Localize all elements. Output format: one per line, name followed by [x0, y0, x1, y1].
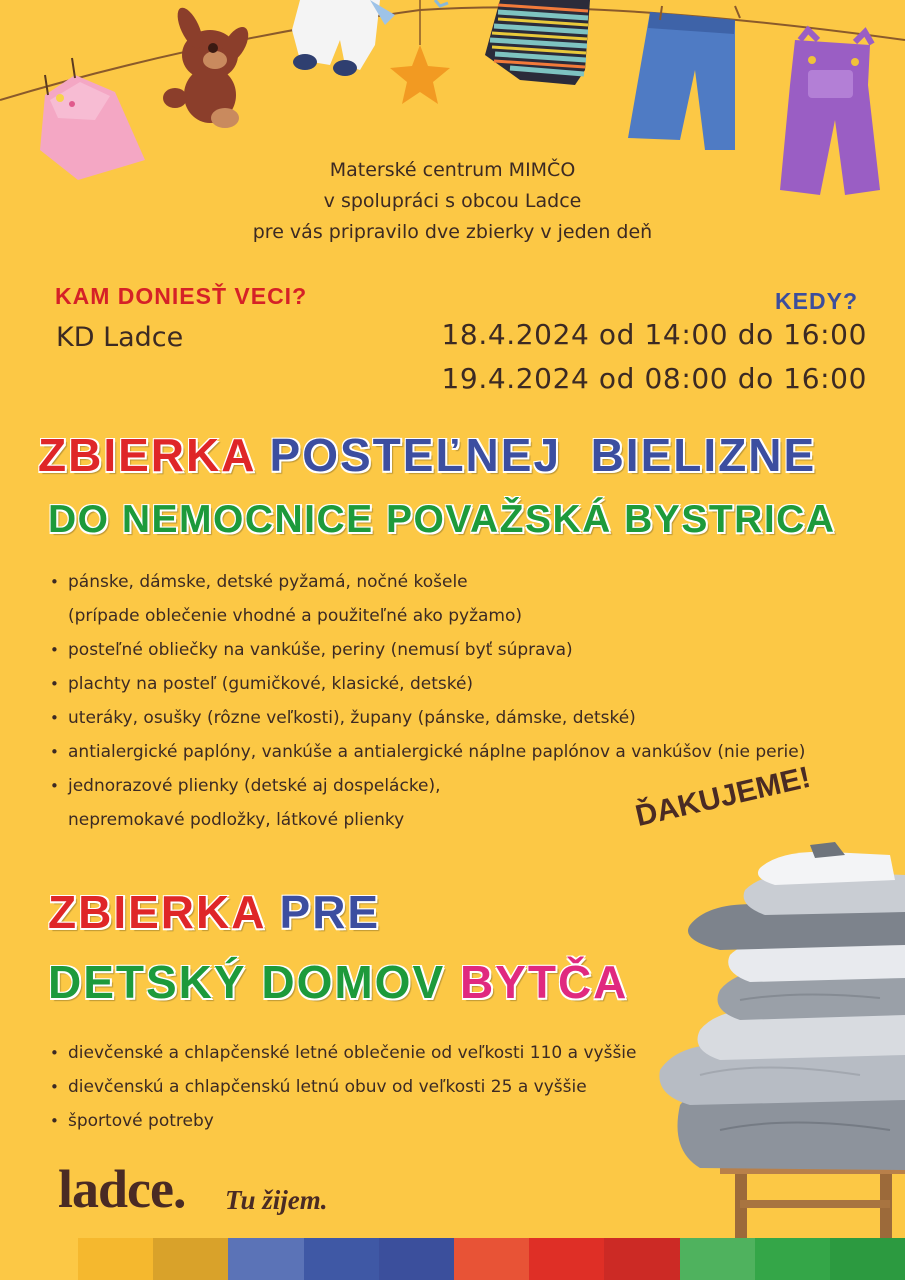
collection2-list — [48, 1036, 636, 1138]
ladce-logo: ladce. — [58, 1159, 186, 1219]
thanks-text: ĎAKUJEME! — [632, 760, 814, 834]
list-item: • pánske, dámske, detské pyžamá, nočné košele (prípade oblečenie vhodné a použiteľné ako pyžamo) — [48, 565, 805, 633]
color-stripe — [680, 1238, 755, 1280]
when-question: KEDY? — [775, 288, 858, 314]
list-item: • dievčenské a chlapčenské letné oblečenie od veľkosti 110 a vyššie — [48, 1036, 636, 1070]
collection2-subtitle — [48, 955, 628, 1009]
where-question: KAM DONIESŤ VECI? — [55, 283, 308, 309]
jeans-icon — [628, 6, 740, 150]
collection1-title-word1: ZBIERKA — [38, 429, 255, 481]
collection2-title-word1: ZBIERKA — [48, 886, 265, 938]
list-item: • športové potreby — [48, 1104, 636, 1138]
baby-onesie-icon — [292, 0, 395, 76]
color-stripe — [529, 1238, 604, 1280]
collection1-title — [38, 428, 816, 482]
teddy-bear-icon — [163, 4, 254, 128]
striped-shirt-icon — [485, 0, 590, 85]
collection2-title-word2: PRE — [279, 886, 381, 938]
list-item: • plachty na posteľ (gumičkové, klasické, detské) — [48, 667, 805, 701]
collection2-title — [48, 885, 380, 939]
star-icon — [390, 45, 450, 104]
color-stripe — [228, 1238, 303, 1280]
intro-line-1: Materské centrum MIMČO — [329, 159, 576, 181]
color-stripe — [830, 1238, 905, 1280]
color-stripe — [604, 1238, 679, 1280]
collection1-title-word2: POSTEĽNEJ BIELIZNE — [269, 429, 817, 481]
color-stripe — [755, 1238, 830, 1280]
collection1-subtitle: DO NEMOCNICE POVAŽSKÁ BYSTRICA — [48, 498, 836, 541]
color-stripe — [153, 1238, 228, 1280]
color-stripe — [78, 1238, 153, 1280]
intro-text — [0, 155, 905, 248]
collection2-subtitle-part1: DETSKÝ DOMOV — [48, 956, 446, 1008]
color-stripe — [304, 1238, 379, 1280]
date-1: 18.4.2024 od 14:00 do 16:00 — [441, 318, 867, 351]
list-item: • dievčenskú a chlapčenskú letnú obuv od veľkosti 25 a vyššie — [48, 1070, 636, 1104]
color-stripe — [379, 1238, 454, 1280]
list-item: • antialergické paplóny, vankúše a antialergické náplne paplónov a vankúšov (nie perie) — [48, 735, 805, 769]
intro-line-3: pre vás pripravilo dve zbierky v jeden deň — [252, 221, 653, 243]
color-stripe — [454, 1238, 529, 1280]
list-item: • posteľné obliečky na vankúše, periny (nemusí byť súprava) — [48, 633, 805, 667]
date-2: 19.4.2024 od 08:00 do 16:00 — [441, 362, 867, 395]
stool-icon — [720, 1160, 905, 1238]
color-stripes — [78, 1238, 905, 1280]
ladce-tagline: Tu žijem. — [225, 1185, 328, 1215]
list-item: • jednorazové plienky (detské aj dospelácke), nepremokavé podložky, látkové plienky — [48, 769, 805, 837]
where-place: KD Ladce — [56, 322, 184, 353]
list-item: • uteráky, osušky (rôzne veľkosti), župany (pánske, dámske, detské) — [48, 701, 805, 735]
collection2-subtitle-part2: BYTČA — [459, 956, 629, 1008]
intro-line-2: v spolupráci s obcou Ladce — [323, 190, 582, 212]
